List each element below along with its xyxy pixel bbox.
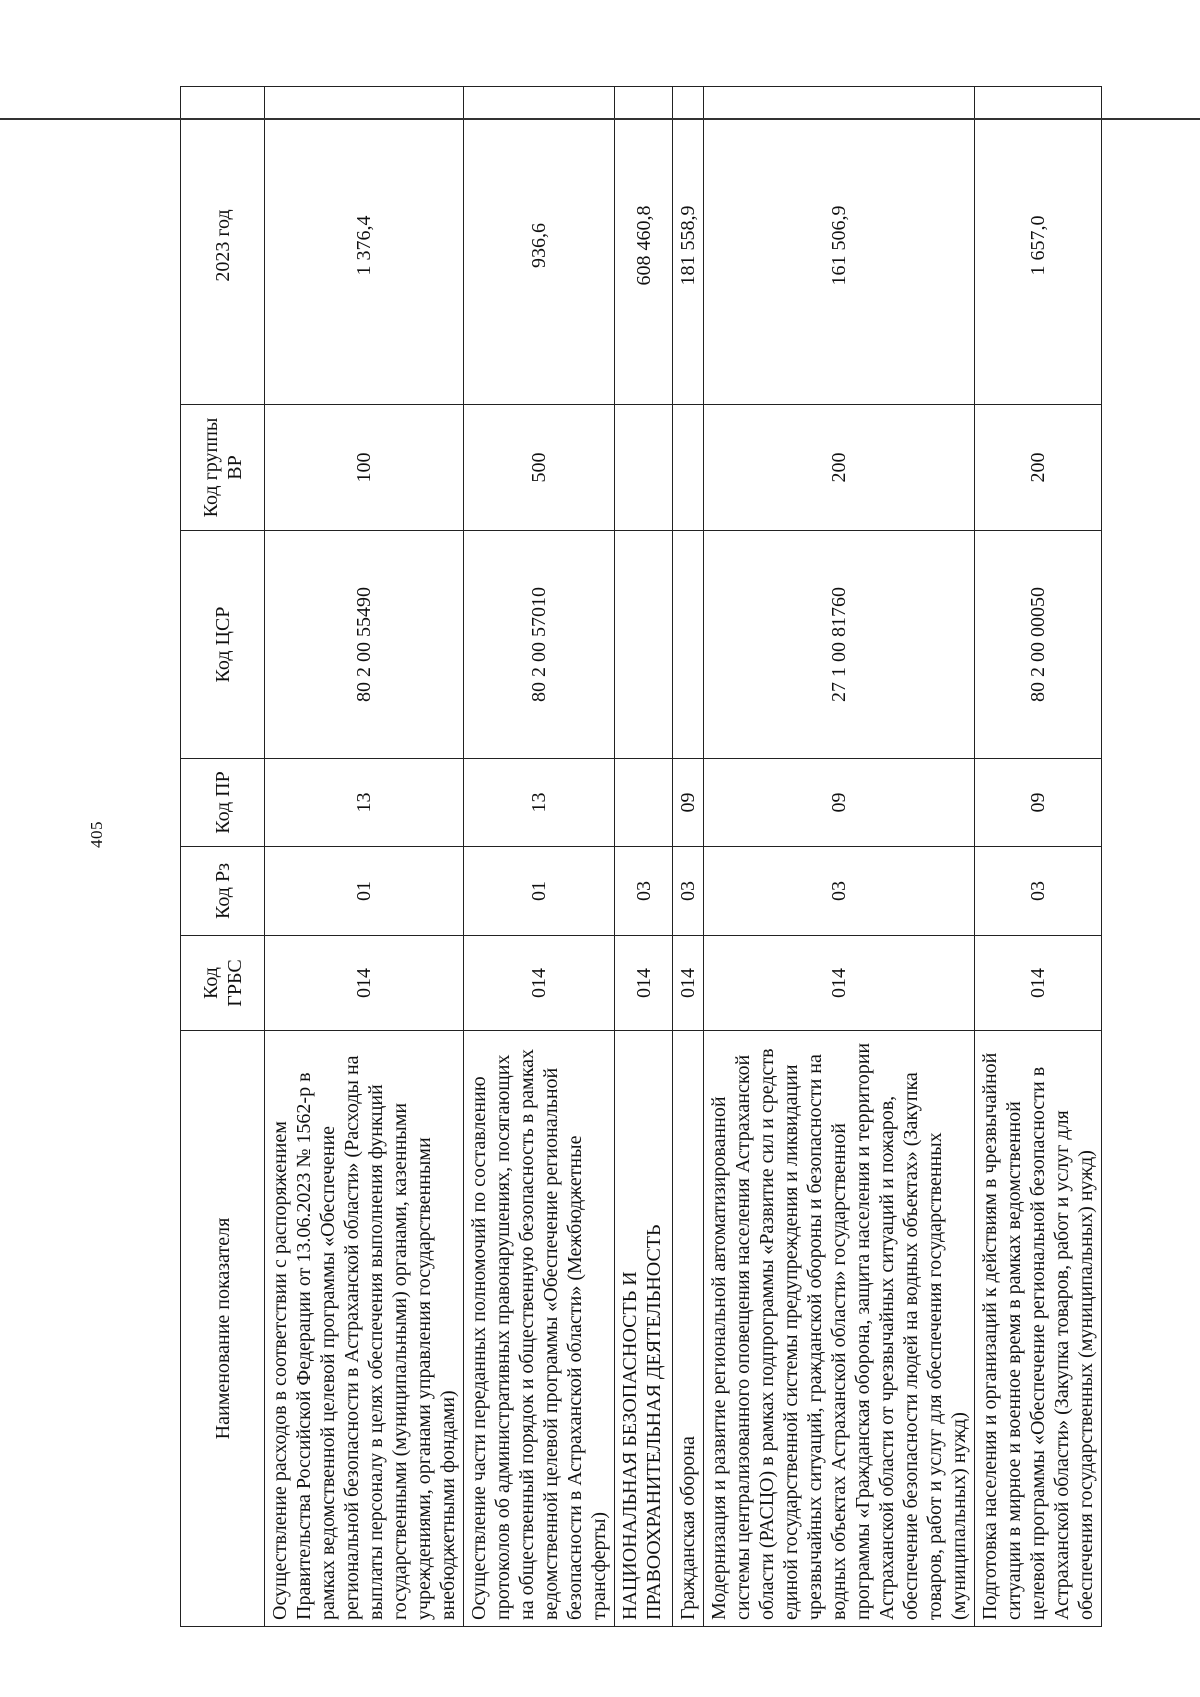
row-value: 608 460,8 bbox=[615, 87, 673, 405]
header-name: Наименование показателя bbox=[181, 1031, 265, 1627]
row-value: 161 506,9 bbox=[704, 87, 975, 405]
row-pr: 13 bbox=[464, 759, 615, 847]
table-row bbox=[975, 87, 1102, 1627]
row-rz: 03 bbox=[704, 847, 975, 936]
row-rz: 03 bbox=[975, 847, 1102, 936]
header-vr: Код группы ВР bbox=[181, 405, 265, 531]
row-grbs: 014 bbox=[673, 936, 704, 1031]
row-csr bbox=[615, 531, 673, 759]
row-vr bbox=[615, 405, 673, 531]
row-value: 936,6 bbox=[464, 87, 615, 405]
table-row bbox=[615, 87, 673, 1627]
budget-table bbox=[180, 86, 1102, 1627]
row-grbs: 014 bbox=[704, 936, 975, 1031]
row-value: 1 657,0 bbox=[975, 87, 1102, 405]
row-grbs: 014 bbox=[615, 936, 673, 1031]
row-value: 181 558,9 bbox=[673, 87, 704, 405]
table-row bbox=[464, 87, 615, 1627]
header-year: 2023 год bbox=[181, 87, 265, 405]
row-grbs: 014 bbox=[265, 936, 464, 1031]
header-pr: Код ПР bbox=[181, 759, 265, 847]
row-csr bbox=[673, 531, 704, 759]
row-rz: 01 bbox=[265, 847, 464, 936]
header-row bbox=[181, 87, 265, 1627]
row-pr: 09 bbox=[673, 759, 704, 847]
row-grbs: 014 bbox=[975, 936, 1102, 1031]
row-rz: 03 bbox=[615, 847, 673, 936]
row-csr: 80 2 00 57010 bbox=[464, 531, 615, 759]
row-vr bbox=[673, 405, 704, 531]
header-csr: Код ЦСР bbox=[181, 531, 265, 759]
header-rz: Код Рз bbox=[181, 847, 265, 936]
row-pr: 13 bbox=[265, 759, 464, 847]
row-value: 1 376,4 bbox=[265, 87, 464, 405]
row-rz: 01 bbox=[464, 847, 615, 936]
page-number: 405 bbox=[87, 821, 106, 848]
row-pr: 09 bbox=[704, 759, 975, 847]
row-csr: 80 2 00 00050 bbox=[975, 531, 1102, 759]
page-edge-line bbox=[0, 118, 1200, 120]
row-name: Осуществление расходов в соответствии с распоряжением Правительства Российской Федерации от 13.06.2023 № 1562-р в рамках ведомственной целевой программы «Обеспечение региональной безопасности в Астраханской области» (Расходы на выплаты персоналу в целях обеспечения выполнения функций государственными (муниципальными) органами, казенными учреждениями, органами управления государственными внебюджетными фондами) bbox=[265, 1031, 464, 1627]
row-name: Осуществление части переданных полномочий по составлению протоколов об административных правонарушениях, посягающих на общественный порядок и общественную безопасность в рамках ведомственной целевой программы «Обеспечение региональной безопасности в Астраханской области» (Межбюджетные трансферты) bbox=[464, 1031, 615, 1627]
row-vr: 200 bbox=[975, 405, 1102, 531]
row-name: Гражданская оборона bbox=[673, 1031, 704, 1627]
row-name: Модернизация и развитие региональной автоматизированной системы централизованного оповещения населения Астраханской области (РАСЦО) в рамках подпрограммы «Развитие сил и средств единой государственной системы предупреждения и ликвидации чрезвычайных ситуаций, гражданской обороны и безопасности на водных объектах Астраханской области» государственной программы «Гражданская оборона, защита населения и территории Астраханской области от чрезвычайных ситуаций и пожаров, обеспечение безопасности людей на водных объектах» (Закупка товаров, работ и услуг для обеспечения государственных (муниципальных) нужд) bbox=[704, 1031, 975, 1627]
row-pr: 09 bbox=[975, 759, 1102, 847]
row-csr: 27 1 00 81760 bbox=[704, 531, 975, 759]
row-name: Подготовка населения и организаций к действиям в чрезвычайной ситуации в мирное и военное время в рамках ведомственной целевой программы «Обеспечение региональной безопасности в Астраханской области» (Закупка товаров, работ и услуг для обеспечения государственных (муниципальных) нужд) bbox=[975, 1031, 1102, 1627]
row-csr: 80 2 00 55490 bbox=[265, 531, 464, 759]
table-row bbox=[704, 87, 975, 1627]
row-vr: 100 bbox=[265, 405, 464, 531]
row-name: НАЦИОНАЛЬНАЯ БЕЗОПАСНОСТЬ И ПРАВООХРАНИТЕЛЬНАЯ ДЕЯТЕЛЬНОСТЬ bbox=[615, 1031, 673, 1627]
header-grbs: Код ГРБС bbox=[181, 936, 265, 1031]
table-row bbox=[673, 87, 704, 1627]
row-grbs: 014 bbox=[464, 936, 615, 1031]
row-vr: 200 bbox=[704, 405, 975, 531]
row-vr: 500 bbox=[464, 405, 615, 531]
table-row bbox=[265, 87, 464, 1627]
row-pr bbox=[615, 759, 673, 847]
row-rz: 03 bbox=[673, 847, 704, 936]
